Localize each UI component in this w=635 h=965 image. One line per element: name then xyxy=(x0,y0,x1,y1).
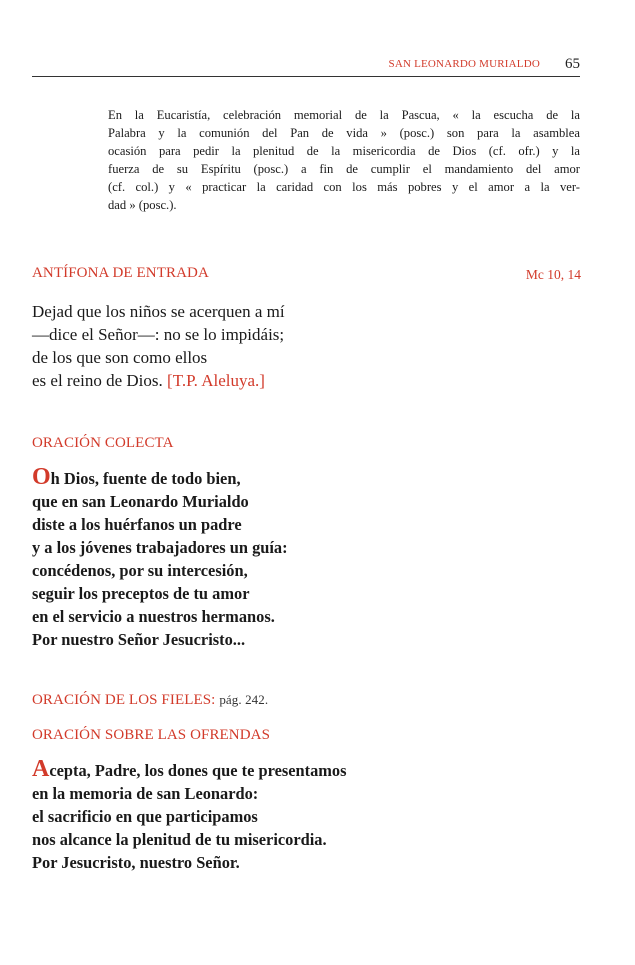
collect-title: ORACIÓN COLECTA xyxy=(32,435,174,451)
prayer-line: en la memoria de san Leonardo: xyxy=(32,784,259,803)
antiphon-line: de los que son como ellos xyxy=(32,348,208,367)
prayer-line-text: cepta, Padre, los dones que te presentamos xyxy=(49,761,347,780)
antiphon-line: Dejad que los niños se acerquen a mí xyxy=(32,302,285,321)
prayer-line xyxy=(32,466,288,490)
prayer-line: diste a los huérfanos un padre xyxy=(32,515,242,534)
prayer-line: Por nuestro Señor Jesucristo... xyxy=(32,630,246,649)
collect-prayer xyxy=(32,466,288,651)
antiphon-line xyxy=(32,369,285,392)
scripture-reference: Mc 10, 14 xyxy=(525,267,581,282)
initial-letter: O xyxy=(32,464,51,490)
prayer-line xyxy=(32,758,347,782)
page-reference: pág. 242. xyxy=(219,692,269,707)
prayer-line: seguir los preceptos de tu amor xyxy=(32,584,250,603)
entrance-antiphon-text xyxy=(32,300,285,392)
antiphon-line-text: es el reino de Dios. xyxy=(32,371,163,390)
prayer-line: Por Jesucristo, nuestro Señor. xyxy=(32,853,240,872)
prayer-line: y a los jóvenes trabajadores un guía: xyxy=(32,538,288,557)
prayer-line: nos alcance la plenitud de tu misericordia. xyxy=(32,830,327,849)
prayer-of-the-faithful-title xyxy=(32,692,268,709)
easter-season-note: [T.P. Aleluya.] xyxy=(167,371,265,390)
intro-line: En la Eucaristía, celebración memorial de la Pascua, « la escucha de la xyxy=(108,108,580,122)
prayer-line: el sacrificio en que participamos xyxy=(32,807,258,826)
page-header xyxy=(32,56,580,77)
offerings-prayer xyxy=(32,758,347,874)
antiphon-line: —dice el Señor—: no se lo impidáis; xyxy=(32,325,285,344)
prayer-line: que en san Leonardo Murialdo xyxy=(32,492,249,511)
offerings-title: ORACIÓN SOBRE LAS OFRENDAS xyxy=(32,727,271,743)
running-title: SAN LEONARDO MURIALDO xyxy=(388,58,540,70)
intro-paragraph xyxy=(108,106,580,214)
page-number: 65 xyxy=(565,56,580,72)
prayer-line: en el servicio a nuestros hermanos. xyxy=(32,607,275,626)
intro-line: ocasión para pedir la plenitud de la misericordia de Dios (cf. ofr.) y la xyxy=(108,144,580,158)
initial-letter: A xyxy=(32,756,50,782)
prayer-line-text: h Dios, fuente de todo bien, xyxy=(50,469,241,488)
prayer-line: concédenos, por su intercesión, xyxy=(32,561,248,580)
intro-line: dad » (posc.). xyxy=(108,198,177,212)
intro-line: fuerza de su Espíritu (posc.) a fin de cumplir el mandamiento del amor xyxy=(108,162,580,176)
intro-line: (cf. col.) y « practicar la caridad con los más pobres y el amor a la ver- xyxy=(108,180,580,194)
intro-line: Palabra y la comunión del Pan de vida » (posc.) son para la asamblea xyxy=(108,126,580,140)
faithful-title-text: ORACIÓN DE LOS FIELES: xyxy=(32,692,216,708)
entrance-antiphon-title: ANTÍFONA DE ENTRADA xyxy=(32,265,209,281)
